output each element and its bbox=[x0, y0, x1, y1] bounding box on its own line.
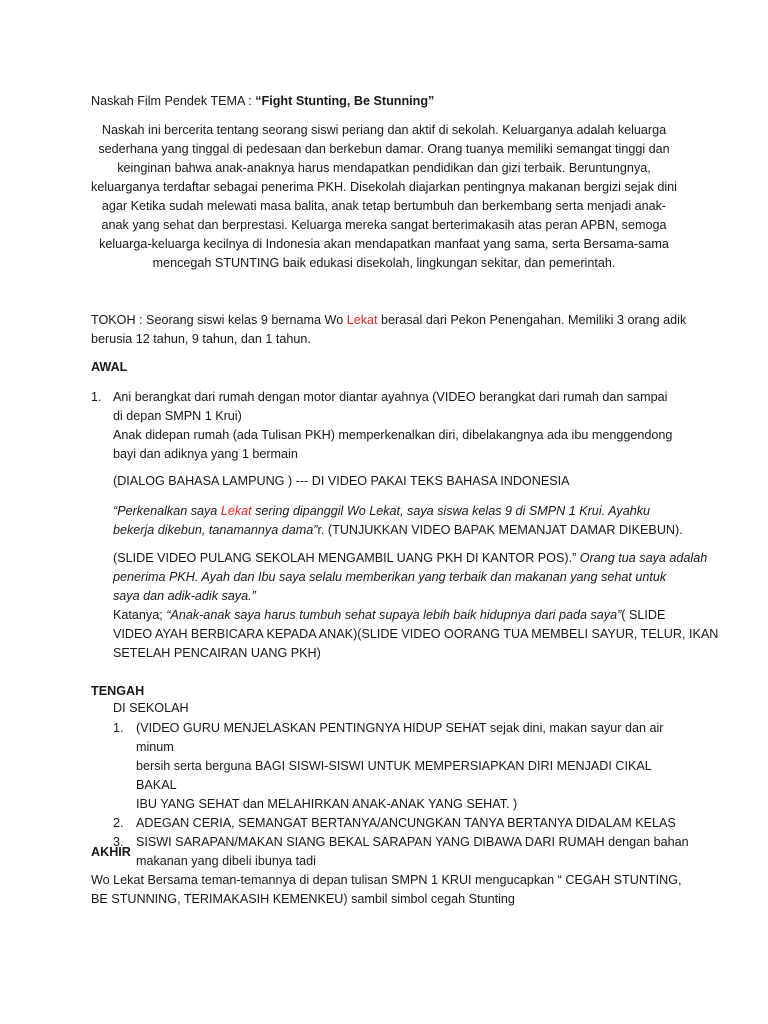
tokoh-line-2: berusia 12 tahun, 9 tahun, dan 1 tahun. bbox=[91, 332, 311, 346]
awal-line: Anak didepan rumah (ada Tulisan PKH) memperkenalkan diri, dibelakangnya ada ibu menggendong bbox=[113, 428, 673, 442]
awal-item-number: 1. bbox=[91, 390, 102, 404]
tokoh-line-1: TOKOH : Seorang siswi kelas 9 bernama Wo Lekat berasal dari Pekon Penengahan. Memiliki 3 orang adik bbox=[91, 313, 687, 327]
list-item-line: SISWI SARAPAN/MAKAN SIANG BEKAL SARAPAN YANG DIBAWA DARI RUMAH dengan bahan bbox=[136, 835, 689, 849]
awal-line: di depan SMPN 1 Krui) bbox=[113, 409, 242, 423]
synopsis-line: Naskah ini bercerita tentang seorang siswi periang dan aktif di sekolah. Keluarganya adalah keluarga bbox=[101, 123, 667, 137]
intro-quote: “Perkenalkan saya Lekat sering dipanggil Wo Lekat, saya siswa kelas 9 di SMPN 1 Krui. Ayahku bekerja dikebun, tanamannya dama”r. (TUNJUKKAN VIDEO BAPAK MEMANJAT DAMAR DIKEBUN). bbox=[113, 504, 683, 537]
synopsis-line: agar Ketika sudah melewati masa balita, anak tetap bertumbuh dan berkembang serta menjadi anak- bbox=[101, 199, 667, 213]
tengah-heading: TENGAH bbox=[91, 684, 145, 698]
title-prefix: Naskah Film Pendek TEMA : bbox=[91, 94, 256, 108]
tokoh-paragraph bbox=[91, 311, 686, 349]
akhir-paragraph bbox=[91, 871, 682, 909]
awal-line: Ani berangkat dari rumah dengan motor diantar ayahnya (VIDEO berangkat dari rumah dan sampai bbox=[113, 390, 668, 404]
list-number: 2. bbox=[113, 816, 124, 830]
tengah-list-item bbox=[113, 833, 693, 871]
awal-item-1 bbox=[113, 388, 672, 464]
tengah-list bbox=[113, 719, 693, 871]
list-item-line: bersih serta berguna BAGI SISWI-SISWI UNTUK MEMPERSIAPKAN DIRI MENJADI CIKAL BAKAL bbox=[136, 759, 652, 792]
list-number: 3. bbox=[113, 835, 124, 849]
list-number: 1. bbox=[113, 721, 124, 735]
slide-paragraph: (SLIDE VIDEO PULANG SEKOLAH MENGAMBIL UANG PKH DI KANTOR POS).” Orang tua saya adalah penerima PKH. Ayah dan Ibu saya selalu memberikan yang terbaik dan makanan yang sehat untuk saya dan adik-adik saya.” Katanya; “Anak-anak saya harus tumbuh sehat supaya lebih baik hidupnya dari pada saya”( SLIDE VIDEO AYAH BERBICARA KEPADA ANAK)(SLIDE VIDEO OORANG TUA MEMBELI SAYUR, TELUR, IKAN SETELAH PENCAIRAN UANG PKH) bbox=[113, 551, 719, 660]
list-item-line: ADEGAN CERIA, SEMANGAT BERTANYA/ANCUNGKAN TANYA BERTANYA DIDALAM KELAS bbox=[136, 816, 676, 830]
list-item-line: IBU YANG SEHAT dan MELAHIRKAN ANAK-ANAK YANG SEHAT. ) bbox=[136, 797, 518, 811]
tengah-list-item bbox=[113, 719, 693, 814]
synopsis-line: keluarga-keluarga kecilnya di Indonesia akan mendapatkan manfaat yang sama, serta Bersama-sama bbox=[99, 237, 669, 251]
akhir-heading: AKHIR bbox=[91, 845, 131, 859]
synopsis-line: keinginan bahwa anak-anaknya harus mendapatkan pendidikan dan gizi terbaik. Beruntungnya, bbox=[117, 161, 651, 175]
document-title bbox=[91, 92, 434, 111]
akhir-line: Wo Lekat Bersama teman-temannya di depan tulisan SMPN 1 KRUI mengucapkan “ CEGAH STUNTING, bbox=[91, 873, 682, 887]
dialog-note: (DIALOG BAHASA LAMPUNG ) --- DI VIDEO PAKAI TEKS BAHASA INDONESIA bbox=[113, 474, 570, 488]
list-item-line: (VIDEO GURU MENJELASKAN PENTINGNYA HIDUP SEHAT sejak dini, makan sayur dan air minum bbox=[136, 721, 664, 754]
title-theme: “Fight Stunting, Be Stunning” bbox=[255, 94, 435, 108]
awal-heading: AWAL bbox=[91, 360, 128, 374]
awal-line: bayi dan adiknya yang 1 bermain bbox=[113, 447, 298, 461]
list-item-line: makanan yang dibeli ibunya tadi bbox=[136, 854, 316, 868]
character-name-highlight: Lekat bbox=[346, 313, 378, 327]
synopsis-line: anak yang sehat dan berprestasi. Keluarga mereka sangat berterimakasih atas peran APBN, semoga bbox=[101, 218, 667, 232]
tengah-subheading: DI SEKOLAH bbox=[113, 701, 189, 715]
synopsis-line: sederhana yang tinggal di pedesaan dan berkebun damar. Orang tuanya memiliki semangat tinggi dan bbox=[98, 142, 670, 156]
tengah-list-item bbox=[113, 814, 693, 833]
akhir-line: BE STUNNING, TERIMAKASIH KEMENKEU) sambil simbol cegah Stunting bbox=[91, 892, 515, 906]
synopsis-line: mencegah STUNTING baik edukasi disekolah, lingkungan sekitar, dan pemerintah. bbox=[152, 256, 616, 270]
synopsis-line: keluarganya terdaftar sebagai penerima PKH. Disekolah diajarkan pentingnya makanan bergizi sejak dini bbox=[91, 180, 677, 194]
synopsis-paragraph bbox=[91, 121, 677, 273]
character-name-highlight: Lekat bbox=[220, 504, 252, 518]
